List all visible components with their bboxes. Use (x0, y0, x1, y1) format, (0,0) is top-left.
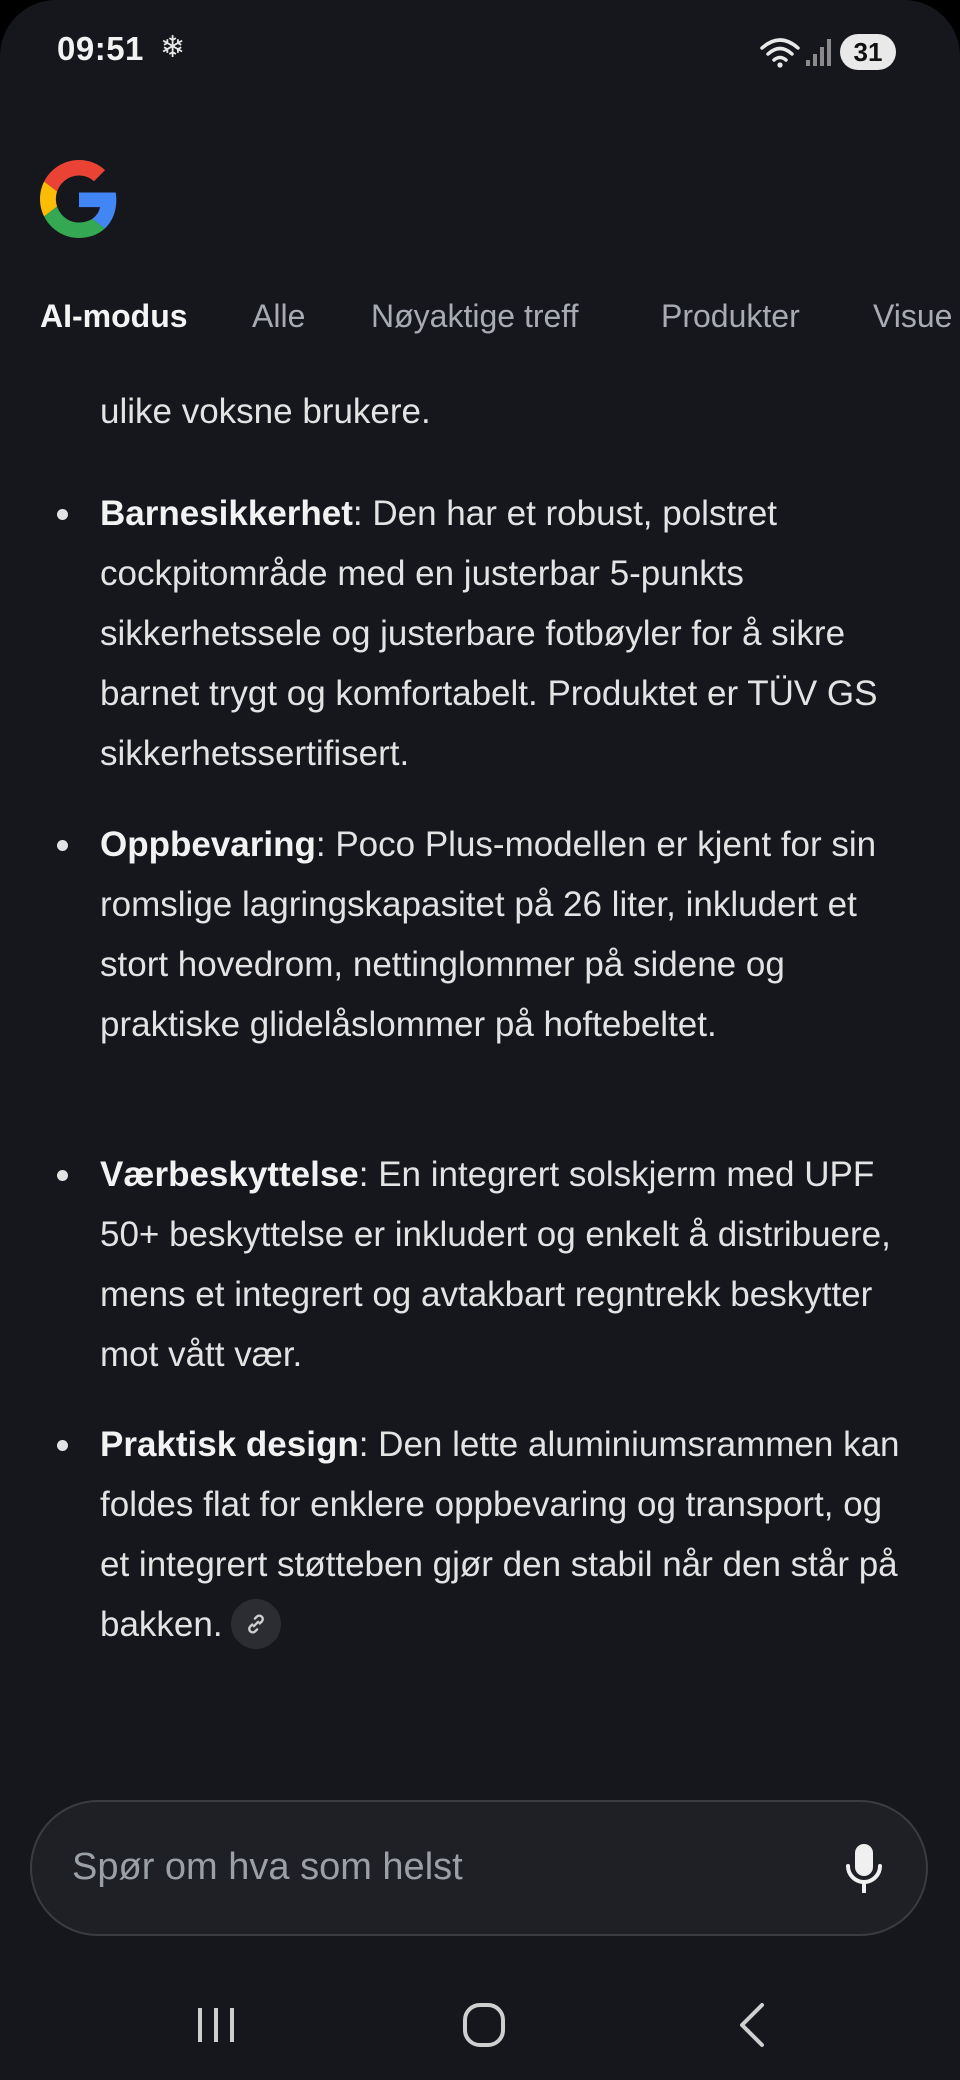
bullet-title: Værbeskyttelse (100, 1155, 359, 1194)
bullet-text: : En integrert solskjerm med UPF 50+ beskyttelse er inkludert og enkelt å distribuere, mens et integrert og avtakbart regntrekk beskytter mot vått vær. (100, 1155, 891, 1374)
status-bar (0, 0, 960, 104)
content-fade (0, 1692, 960, 1774)
tab-produkter[interactable]: Produkter (661, 298, 800, 334)
bullet-title: Oppbevaring (100, 825, 316, 864)
bullet-dot (57, 509, 68, 520)
tab-ai-modus[interactable]: AI-modus (40, 298, 188, 334)
bullet-title: Barnesikkerhet (100, 494, 353, 533)
back-icon[interactable] (724, 2000, 784, 2050)
link-icon (243, 1611, 269, 1637)
bullet-text: : Den lette aluminiumsrammen kan foldes flat for enklere oppbevaring og transport, og et integrert støtteben gjør den stabil når den står på bakken. (100, 1425, 900, 1644)
battery-icon: 31 (840, 34, 896, 70)
list-item (100, 1415, 920, 1655)
ai-answer-content (0, 362, 960, 1774)
source-link-button[interactable] (231, 1599, 281, 1649)
search-tabs (0, 290, 960, 350)
search-input[interactable]: Spør om hva som helst (72, 1846, 463, 1888)
list-item (100, 1145, 920, 1385)
google-logo-icon[interactable] (40, 160, 118, 238)
bullet-dot (57, 840, 68, 851)
bullet-title: Praktisk design (100, 1425, 359, 1464)
tab-visuelt[interactable]: Visue (873, 298, 953, 334)
search-bar[interactable] (30, 1800, 928, 1936)
tab-noyaktige-treff[interactable]: Nøyaktige treff (371, 298, 579, 334)
system-nav-bar (0, 1960, 960, 2080)
bullet-text: : Den har et robust, polstret cockpitområde med en justerbar 5-punkts sikkerhetssele og justerbare fotbøyler for å sikre barnet trygt og komfortabelt. Produktet er TÜV GS sikkerhetssertifisert. (100, 494, 878, 773)
tab-alle[interactable]: Alle (252, 298, 306, 334)
list-item (100, 484, 920, 784)
signal-icon (804, 36, 834, 68)
snowflake-icon: ❄ (160, 31, 186, 64)
wifi-icon (758, 34, 802, 70)
bullet-text: : Poco Plus-modellen er kjent for sin romslige lagringskapasitet på 26 liter, inkludert et stort hovedrom, nettinglommer på sidene og praktiske glidelåslommer på hoftebeltet. (100, 825, 877, 1044)
home-icon[interactable] (454, 2000, 514, 2050)
bullet-dot (57, 1170, 68, 1181)
mic-icon[interactable] (842, 1842, 886, 1896)
status-time: 09:51 (57, 30, 144, 67)
recent-apps-icon[interactable] (186, 2000, 246, 2050)
bullet-dot (57, 1440, 68, 1451)
list-item (100, 815, 920, 1055)
partial-text-line: ulike voksne brukere. (100, 392, 431, 431)
